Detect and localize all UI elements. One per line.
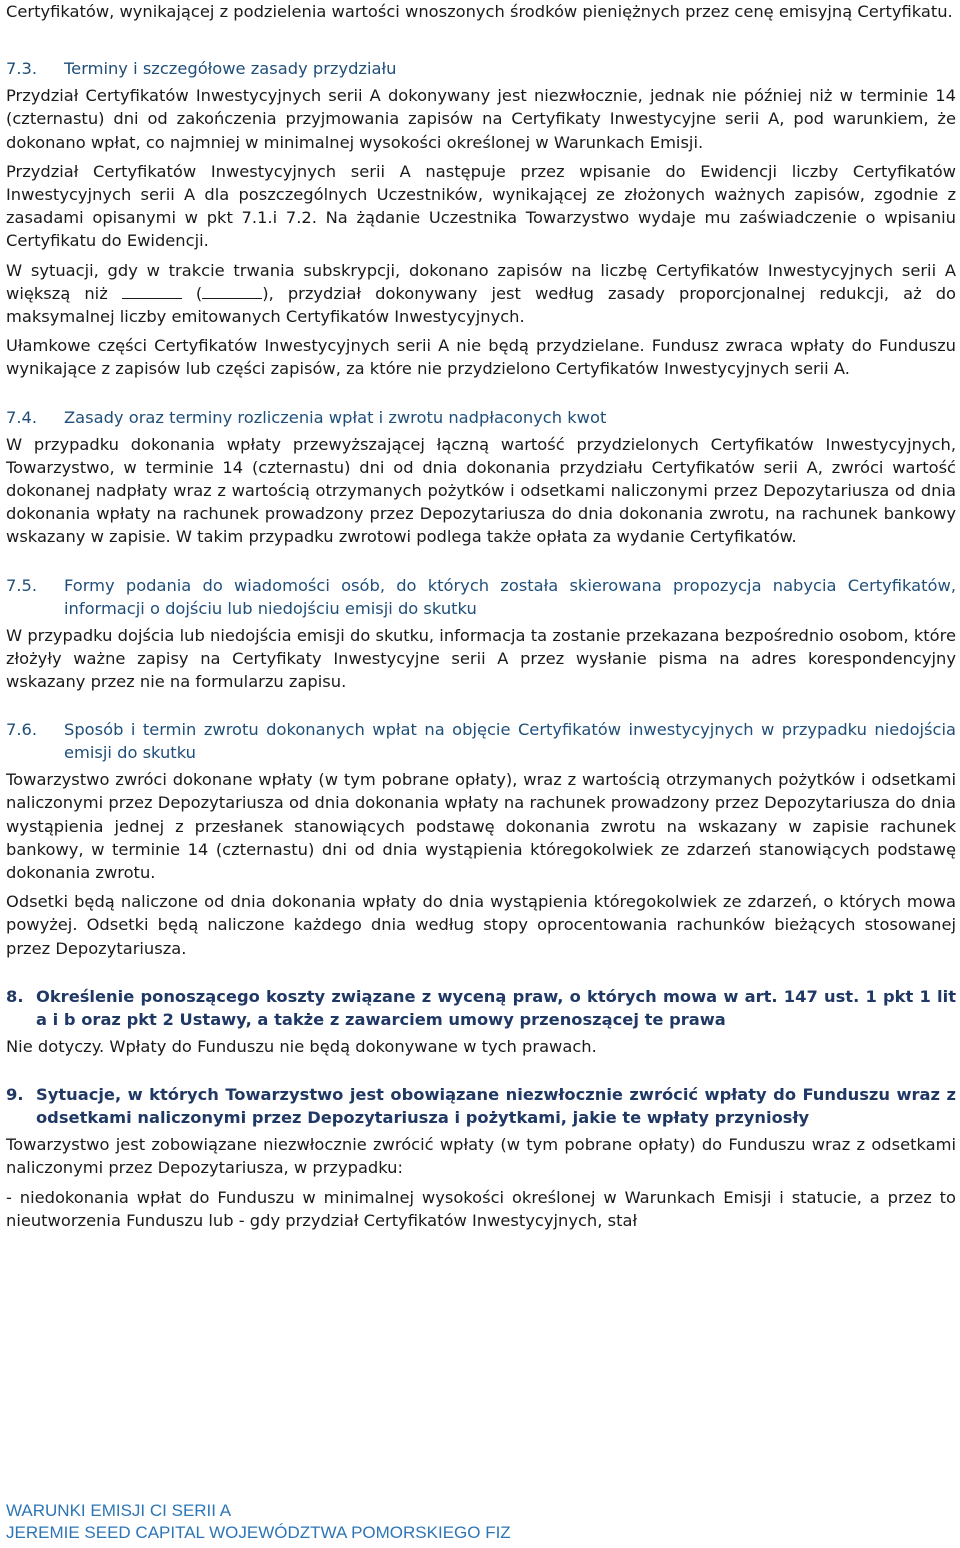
- section-title: Terminy i szczegółowe zasady przydziału: [64, 59, 397, 79]
- spacer: [6, 699, 956, 718]
- section-number: 7.3.: [6, 59, 38, 79]
- paragraph-7-3-c: [6, 259, 956, 329]
- paragraph-9-b: - niedokonania wpłat do Funduszu w minimalnej wysokości określonej w Warunkach Emisji i statucie, a przez to nieutworzenia Funduszu lub - gdy przydział Certyfikatów Inwestycyjnych, stał: [6, 1187, 956, 1230]
- spacer: [6, 555, 956, 574]
- spacer: [6, 387, 956, 406]
- paragraph-7-5: W przypadku dojścia lub niedojścia emisji do skutku, informacja ta zostanie przekazana bezpośrednio osobom, które złożyły ważne zapisy na Certyfikaty Inwestycyjne serii A przez wysłanie pisma na adres korespondencyjny wskazany przez nie na formularzu zapisu.: [6, 625, 956, 692]
- paragraph-7-4: W przypadku dokonania wpłaty przewyższającej łączną wartość przydzielonych Certyfikatów Inwestycyjnych, Towarzystwo, w terminie 14 (czternastu) dni od dnia dokonania przydziału Certyfikatów serii A, zwróci wartość dokonanej nadpłaty wraz z wartością otrzymanych pożytków i odsetkami naliczonymi przez Depozytariusza od dnia dokonania wpłaty na rachunek prowadzony przez Depozytariusza do dnia dokonania zwrotu, na rachunek bankowy wskazany w zapisie. W takim przypadku zwrotowi podlega także opłata za wydanie Certyfikatów.: [6, 434, 956, 547]
- paragraph-text: W sytuacji, gdy w trakcie trwania subskrypcji, dokonano zapisów na liczbę Certyfikatów Inwestycyjnych serii A większą niż: [6, 260, 956, 303]
- section-heading-9: [6, 1083, 956, 1129]
- spacer: [6, 1064, 956, 1083]
- paragraph-8: Nie dotyczy. Wpłaty do Funduszu nie będą dokonywane w tych prawach.: [6, 1036, 597, 1056]
- section-title: Formy podania do wiadomości osób, do których została skierowana propozycja nabycia Certyfikatów, informacji o dojściu lub niedojściu emisji do skutku: [64, 575, 956, 618]
- section-title: Sposób i termin zwrotu dokonanych wpłat na objęcie Certyfikatów inwestycyjnych w przypadku niedojścia emisji do skutku: [64, 720, 956, 763]
- page-footer: [6, 1500, 511, 1544]
- paragraph-7-3-b: Przydział Certyfikatów Inwestycyjnych serii A następuje przez wpisanie do Ewidencji liczby Certyfikatów Inwestycyjnych serii A dla poszczególnych Uczestników, wynikającej ze złożonych ważnych zapisów, zgodnie z zasadami opisanymi w pkt 7.1.i 7.2. Na żądanie Uczestnika Towarzystwo wydaje mu zaświadczenie o wpisaniu Certyfikatu do Ewidencji.: [6, 161, 956, 251]
- paragraph-7-3-a: Przydział Certyfikatów Inwestycyjnych serii A dokonywany jest niezwłocznie, jednak nie później niż w terminie 14 (czternastu) dni od zakończenia przyjmowania zapisów na Certyfikaty Inwestycyjne serii A, pod warunkiem, że dokonano wpłat, co najmniej w minimalnej wysokości określonej w Warunkach Emisji.: [6, 86, 956, 152]
- section-title: Określenie ponoszącego koszty związane z wyceną praw, o których mowa w art. 147 ust. 1 pkt 1 lit a i b oraz pkt 2 Ustawy, a także z zawarciem umowy przenoszącej te prawa: [36, 986, 956, 1029]
- paragraph-7-6-b: Odsetki będą naliczone od dnia dokonania wpłaty do dnia wystąpienia któregokolwiek ze zdarzeń, o których mowa powyżej. Odsetki będą naliczone każdego dnia według stopy oprocentowania rachunków bieżących stosowanej przez Depozytariusza.: [6, 892, 956, 958]
- section-heading-7-4: [6, 406, 956, 429]
- spacer: [6, 23, 956, 57]
- section-number: 9.: [6, 1085, 24, 1105]
- spacer: [6, 966, 956, 985]
- footer-line-fund-name: JEREMIE SEED CAPITAL WOJEWÓDZTWA POMORSKIEGO FIZ: [6, 1523, 511, 1542]
- document-page: [6, 0, 956, 1238]
- section-heading-7-3: [6, 57, 956, 80]
- paragraph-7-3-d: Ułamkowe części Certyfikatów Inwestycyjnych serii A nie będą przydzielane. Fundusz zwraca wpłaty do Funduszu wynikające z zapisów lub części zapisów, za które nie przydzielono Certyfikatów Inwestycyjnych serii A.: [6, 336, 956, 379]
- section-title: Sytuacje, w których Towarzystwo jest obowiązane niezwłocznie zwrócić wpłaty do Funduszu wraz z odsetkami naliczonymi przez Depozytariusza i pożytkami, jakie te wpłaty przyniosły: [36, 1085, 956, 1128]
- paragraph-9-a: Towarzystwo jest zobowiązane niezwłocznie zwrócić wpłaty (w tym pobrane opłaty) do Funduszu wraz z odsetkami naliczonymi przez Depozytariusza, w przypadku:: [6, 1135, 956, 1178]
- section-number: 7.5.: [6, 575, 38, 595]
- paragraph-intro: Certyfikatów, wynikającej z podzielenia wartości wnoszonych środków pieniężnych przez cenę emisyjną Certyfikatu.: [6, 2, 953, 21]
- blank-field: [122, 284, 182, 299]
- section-number: 8.: [6, 986, 24, 1006]
- section-heading-7-5: [6, 574, 956, 620]
- footer-line-document-title: WARUNKI EMISJI CI SERII A: [6, 1501, 232, 1520]
- section-number: 7.4.: [6, 407, 38, 427]
- section-heading-8: [6, 985, 956, 1031]
- paragraph-text: ), przydział dokonywany jest według zasady proporcjonalnej redukcji, aż do maksymalnej liczby emitowanych Certyfikatów Inwestycyjnych.: [6, 283, 956, 327]
- blank-field: [202, 284, 262, 299]
- paragraph-7-6-a: Towarzystwo zwróci dokonane wpłaty (w tym pobrane opłaty), wraz z wartością otrzymanych pożytków i odsetkami naliczonymi przez Depozytariusza od dnia dokonania wpłaty na rachunek prowadzony przez Depozytariusza do dnia wystąpienia jednej z przesłanek stanowiących podstawę dokonania zwrotu na wskazany w zapisie rachunek bankowy, w terminie 14 (czternastu) dni od dnia wystąpienia któregokolwiek ze zdarzeń stanowiących podstawę dokonania zwrotu.: [6, 770, 956, 883]
- paragraph-text: (: [181, 283, 203, 303]
- section-number: 7.6.: [6, 720, 38, 740]
- section-heading-7-6: [6, 718, 956, 764]
- section-title: Zasady oraz terminy rozliczenia wpłat i zwrotu nadpłaconych kwot: [64, 407, 607, 427]
